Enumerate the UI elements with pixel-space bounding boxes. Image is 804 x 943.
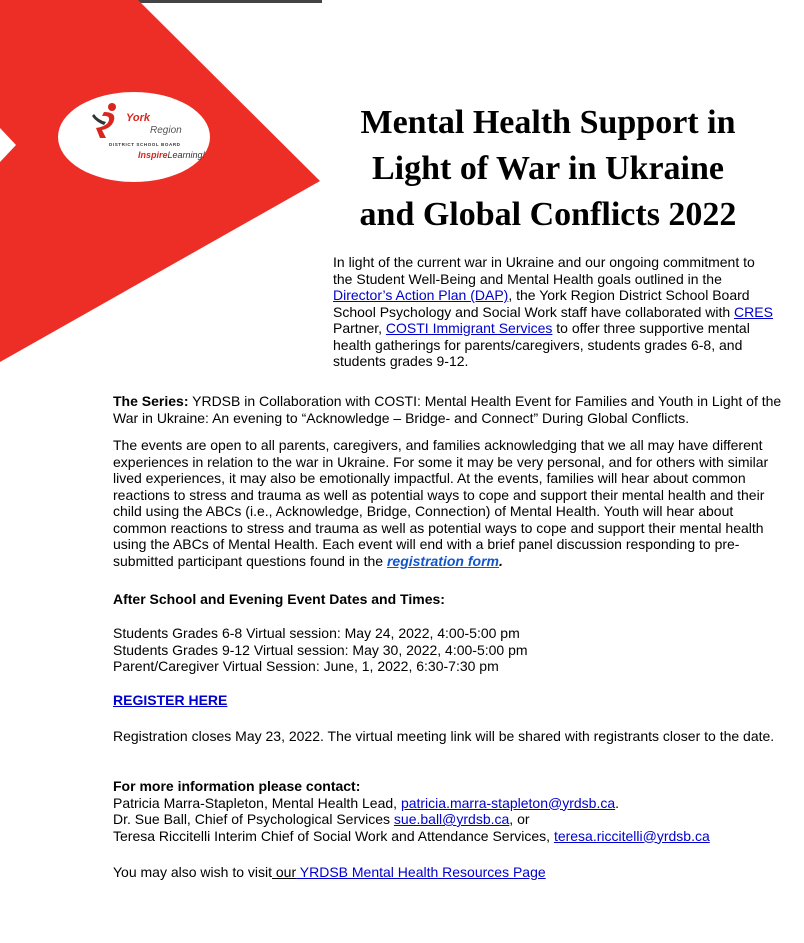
intro-text-4: to offer three supportive mental health gatherings for parents/caregivers, students grades 6-8, and students grades 9-12. [333, 320, 750, 369]
contact-1-text: Patricia Marra-Stapleton, Mental Health Lead, [113, 794, 401, 811]
yrdsb-logo-icon [92, 102, 122, 140]
red-banner-graphic [0, 0, 320, 362]
logo-board-text: DISTRICT SCHOOL BOARD [109, 142, 181, 147]
dap-link[interactable]: Director’s Action Plan (DAP) [333, 287, 509, 303]
mental-health-resources-link[interactable]: YRDSB Mental Health Resources Page [296, 864, 546, 880]
contact-block [113, 778, 793, 844]
visit-text: You may also wish to visit [113, 864, 272, 880]
logo-tagline [138, 150, 205, 160]
description-end: . [498, 552, 503, 569]
title-line-1: Mental Health Support in [360, 104, 736, 141]
visit-our: our [272, 864, 297, 880]
visit-line [113, 864, 546, 881]
contact-3-email-link[interactable]: teresa.riccitelli@yrdsb.ca [553, 827, 710, 844]
cres-link[interactable]: CRES [734, 303, 773, 320]
intro-text-3: Partner, [333, 320, 386, 336]
title-line-3: and Global Conflicts 2022 [359, 196, 737, 233]
costi-link[interactable]: COSTI Immigrant Services [385, 320, 553, 336]
contact-2-email-link[interactable]: sue.ball@yrdsb.ca [393, 811, 510, 827]
page-title [333, 100, 763, 238]
series-label: The Series: [113, 393, 189, 409]
series-paragraph [113, 393, 783, 426]
intro-text-2: , the York Region District School Board School Psychology and Social Work staff have collaborated with [333, 287, 750, 320]
date-item-parent: Parent/Caregiver Virtual Session: June, 1, 2022, 6:30-7:30 pm [113, 658, 499, 674]
dates-list [113, 625, 528, 675]
description-paragraph [113, 437, 783, 569]
intro-text-1: In light of the current war in Ukraine and our ongoing commitment to the Student Well-Being and Mental Health goals outlined in the [333, 254, 755, 287]
series-text: YRDSB in Collaboration with COSTI: Mental Health Event for Families and Youth in Light of the War in Ukraine: An evening to “Acknowledge – Bridge- and Connect” During Global Conflicts. [113, 393, 782, 426]
logo-york-text: York [126, 112, 151, 124]
title-line-2: Light of War in Ukraine [371, 150, 725, 187]
logo-tag-learning: Learning! [167, 150, 206, 160]
red-banner-shape [0, 0, 320, 362]
logo-tag-inspire: Inspire [138, 150, 168, 160]
description-text: The events are open to all parents, caregivers, and families acknowledging that we all may have different experiences in relation to the war in Ukraine. For some it may be very personal, and for others with similar lived experiences, it may also be emotionally impactful. At the events, families will hear about common reactions to stress and trauma as well as potential ways to cope and support their mental health and their child using the ABCs (i.e., Acknowledge, Bridge, Connection) of Mental Health. Youth will hear about common reactions to stress and trauma as well as potential ways to cope and support their mental health using the ABCs of Mental Health. Each event will end with a brief panel discussion responding to pre-submitted participant questions found in the [113, 437, 769, 569]
dates-heading: After School and Evening Event Dates and Times: [113, 591, 445, 607]
date-item-grades-9-12: Students Grades 9-12 Virtual session: May 30, 2022, 4:00-5:00 pm [113, 641, 528, 658]
contact-line-2 [113, 811, 793, 828]
logo-oval [58, 92, 210, 182]
contact-2-end: , or [509, 811, 530, 827]
registration-form-link[interactable]: registration form [386, 552, 499, 569]
contact-line-3 [113, 828, 793, 845]
contact-1-end: . [615, 794, 620, 811]
contact-line-1 [113, 795, 793, 812]
logo-region-text: Region [150, 125, 182, 136]
intro-paragraph [333, 254, 778, 370]
contact-2-text: Dr. Sue Ball, Chief of Psychological Services [113, 811, 394, 827]
date-item-grades-6-8: Students Grades 6-8 Virtual session: May 24, 2022, 4:00-5:00 pm [113, 625, 520, 641]
contact-3-text: Teresa Riccitelli Interim Chief of Social Work and Attendance Services, [113, 827, 554, 844]
contact-heading: For more information please contact: [113, 778, 361, 794]
contact-1-email-link[interactable]: patricia.marra-stapleton@yrdsb.ca [400, 794, 616, 811]
registration-closes-text: Registration closes May 23, 2022. The virtual meeting link will be shared with registrants closer to the date. [113, 728, 775, 744]
register-here-link[interactable]: REGISTER HERE [113, 692, 228, 708]
